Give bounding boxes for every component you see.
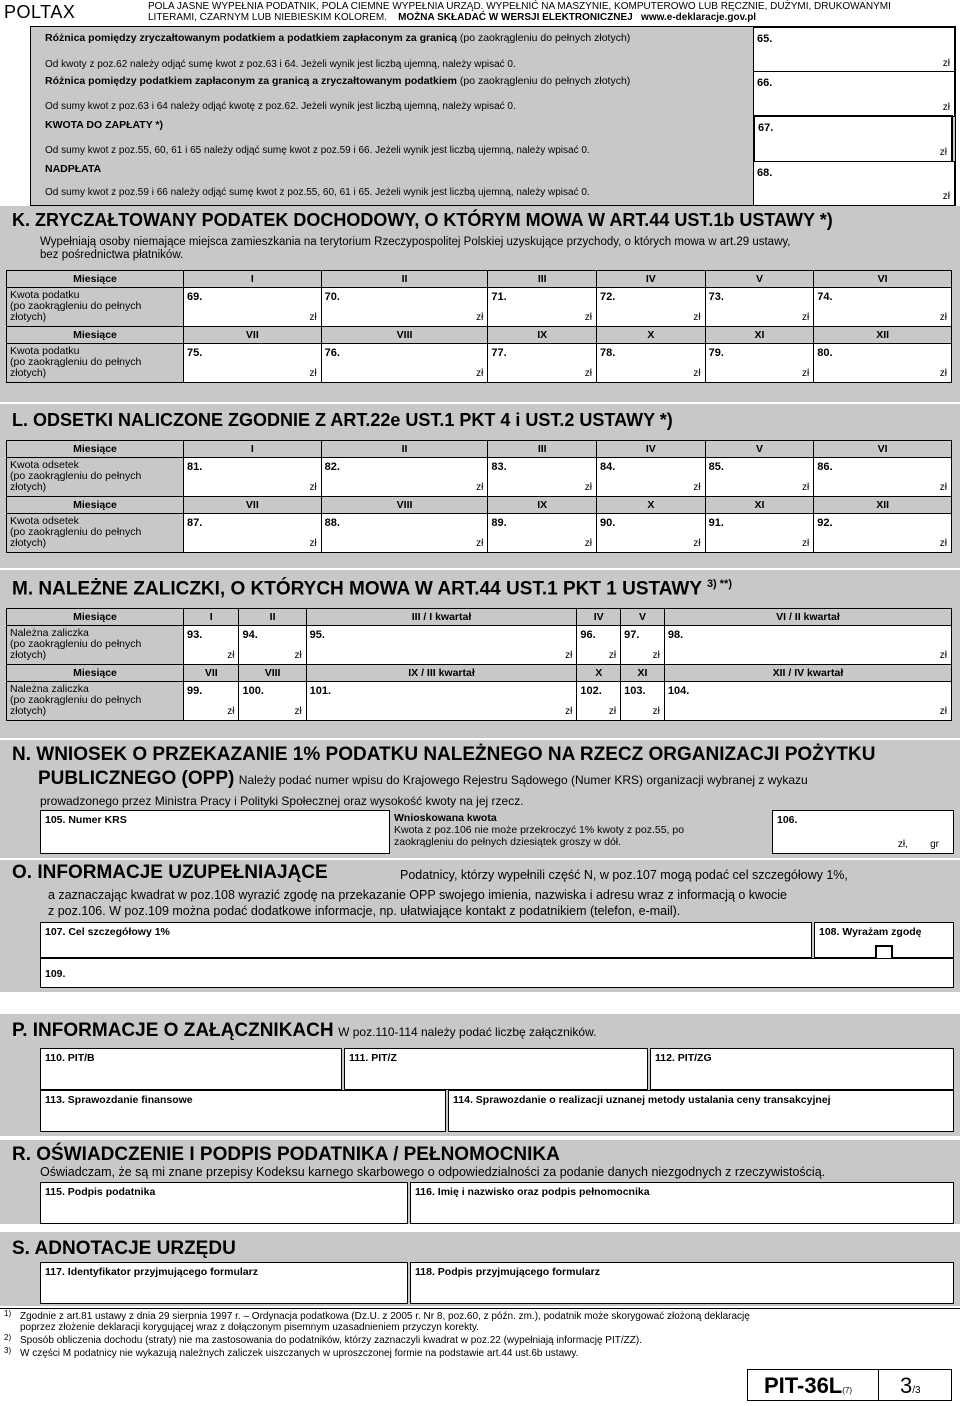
form-identifier: [747, 1369, 952, 1401]
footnote-divider: [0, 1308, 960, 1309]
field-85[interactable]: 85. zł: [705, 458, 814, 497]
field-93[interactable]: 93. zł: [184, 626, 239, 665]
krs-number-field[interactable]: 105. Numer KRS: [40, 810, 390, 854]
field-77[interactable]: 77. zł: [488, 344, 597, 383]
section-p-desc: W poz.110-114 należy podać liczbę załączników.: [338, 1025, 597, 1039]
month-label: III / I kwartał: [306, 609, 577, 626]
field-88[interactable]: 88. zł: [321, 514, 488, 553]
field-66-unit: zł: [942, 102, 950, 113]
field-95[interactable]: 95. zł: [306, 626, 577, 665]
amount-description: Wnioskowana kwota Kwota z poz.106 nie może przekroczyć 1% kwoty z poz.55, po zaokrągleniu do pełnych dziesiątek groszy w dół.: [394, 812, 685, 848]
section-o-title: O. INFORMACJE UZUPEŁNIAJĄCE: [12, 862, 328, 883]
header-line-1: POLA JASNE WYPEŁNIA PODATNIK, POLA CIEMNE WYPEŁNIA URZĄD. WYPEŁNIĆ NA MASZYNIE, KOMPUTEROWO LUB RĘCZNIE, DUŻYMI, DRUKOWANYMI: [148, 1, 891, 12]
month-label: X: [597, 497, 706, 514]
row68-title: NADPŁATA: [45, 163, 102, 175]
month-label: IV: [597, 441, 706, 458]
month-label: VI: [814, 271, 952, 288]
month-label: I: [184, 441, 322, 458]
month-label: VII: [184, 497, 322, 514]
field-90[interactable]: 90. zł: [597, 514, 706, 553]
field-113[interactable]: 113. Sprawozdanie finansowe: [40, 1090, 446, 1132]
field-100[interactable]: 100. zł: [239, 682, 306, 721]
field-89[interactable]: 89. zł: [488, 514, 597, 553]
row-label: Kwota odsetek (po zaokrągleniu do pełnych złotych): [7, 458, 184, 497]
section-n-title-2: PUBLICZNEGO (OPP): [38, 768, 235, 789]
field-107[interactable]: 107. Cel szczegółowy 1%: [40, 922, 812, 958]
footnotes: [4, 1311, 954, 1359]
field-116-proxy[interactable]: 116. Imię i nazwisko oraz podpis pełnomocnika: [410, 1182, 954, 1224]
footnote-1: 1) Zgodnie z art.81 ustawy z dnia 29 sierpnia 1997 r. – Ordynacja podatkowa (Dz.U. z 2005 r. Nr 8, poz.60, z późn. zm.), podatnik może skorygować złożoną deklarację: [4, 1309, 750, 1322]
months-header: Miesiące: [7, 665, 184, 682]
header-instructions: [148, 1, 948, 23]
month-label: VII: [184, 665, 239, 682]
field-67-unit: zł: [939, 147, 947, 158]
row67-title: KWOTA DO ZAPŁATY *): [45, 119, 164, 131]
months-header: Miesiące: [7, 327, 184, 344]
section-o-desc-1: Podatnicy, którzy wypełnili część N, w poz.107 mogą podać cel szczegółowy 1%,: [400, 868, 848, 882]
section-n-desc-1: Należy podać numer wpisu do Krajowego Rejestru Sądowego (Numer KRS) organizacji wybranej z wykazu: [238, 773, 808, 787]
field-115-signature[interactable]: 115. Podpis podatnika: [40, 1182, 408, 1224]
section-k-desc-1: Wypełniają osoby niemające miejsca zamieszkania na terytorium Rzeczypospolitej Polskiej uzyskujące przychody, o których mowa w art.29 ustawy,: [40, 236, 791, 248]
section-o-desc-2: a zaznaczając kwadrat w poz.108 wyrazić zgodę na przekazanie OPP swojego imienia, nazwiska i adresu wraz z informacją o kwocie: [48, 888, 788, 902]
section-o-desc-3: z poz.106. W poz.109 można podać dodatkowe informacje, np. ułatwiające kontakt z podatnikiem (telefon, e-mail).: [48, 904, 681, 918]
footnote-1-cont: poprzez złożenie deklaracji korygującej wraz z dołączonym pisemnym uzasadnieniem przyczyn korekty.: [20, 1322, 479, 1333]
month-label: II: [321, 271, 488, 288]
months-header: Miesiące: [7, 271, 184, 288]
field-118: 118. Podpis przyjmującego formularz: [410, 1262, 954, 1304]
field-72[interactable]: 72. zł: [597, 288, 706, 327]
section-r-desc: Oświadczam, że są mi znane przepisy Kodeksu karnego skarbowego o odpowiedzialności za podanie danych niezgodnych z rzeczywistością.: [40, 1165, 826, 1179]
field-111[interactable]: 111. PIT/Z: [344, 1048, 648, 1090]
month-label: III: [488, 271, 597, 288]
field-80[interactable]: 80. zł: [814, 344, 952, 383]
field-68[interactable]: [753, 161, 955, 206]
month-label: IX: [488, 327, 597, 344]
field-117: 117. Identyfikator przyjmującego formularz: [40, 1262, 408, 1304]
month-label: XI: [705, 497, 814, 514]
poltax-logo: POLTAX: [4, 2, 76, 22]
section-p-title: P. INFORMACJE O ZAŁĄCZNIKACH: [12, 1020, 334, 1041]
field-66[interactable]: [753, 71, 955, 117]
field-99[interactable]: 99. zł: [184, 682, 239, 721]
month-label: XI: [621, 665, 665, 682]
page-header: [0, 0, 960, 24]
section-r-title: R. OŚWIADCZENIE I PODPIS PODATNIKA / PEŁNOMOCNIKA: [12, 1144, 560, 1165]
month-label: V: [705, 271, 814, 288]
months-header: Miesiące: [7, 497, 184, 514]
month-label: VIII: [239, 665, 306, 682]
page-number: 3: [900, 1373, 913, 1398]
row-label: Należna zaliczka (po zaokrągleniu do pełnych złotych): [7, 626, 184, 665]
field-87[interactable]: 87. zł: [184, 514, 322, 553]
row-label: Kwota podatku (po zaokrągleniu do pełnych złotych): [7, 288, 184, 327]
section-m-table: [6, 608, 952, 721]
header-website: www.e-deklaracje.gov.pl: [641, 12, 757, 23]
section-m-title: M. NALEŻNE ZALICZKI, O KTÓRYCH MOWA W ART.44 UST.1 PKT 1 USTAWY $^{3) **)}$: [12, 578, 732, 600]
row65-title: Różnica pomiędzy zryczałtowanym podatkiem a podatkiem zapłaconym za granicą: [45, 32, 457, 44]
month-label: V: [705, 441, 814, 458]
month-label: XII / IV kwartał: [664, 665, 951, 682]
field-69[interactable]: 69. zł: [184, 288, 322, 327]
month-label: II: [321, 441, 488, 458]
field-110[interactable]: 110. PIT/B: [40, 1048, 342, 1090]
field-96[interactable]: 96. zł: [577, 626, 621, 665]
field-73[interactable]: 73. zł: [705, 288, 814, 327]
field-70[interactable]: 70. zł: [321, 288, 488, 327]
field-102[interactable]: 102. zł: [577, 682, 621, 721]
month-label: I: [184, 271, 322, 288]
month-label: VII: [184, 327, 322, 344]
field-67[interactable]: [753, 115, 953, 163]
field-79[interactable]: 79. zł: [705, 344, 814, 383]
months-header: Miesiące: [7, 441, 184, 458]
field-65-number: 65.: [757, 33, 773, 45]
header-electronic: MOŻNA SKŁADAĆ W WERSJI ELEKTRONICZNEJ: [398, 12, 633, 23]
field-98[interactable]: 98. zł: [664, 626, 951, 665]
months-header: Miesiące: [7, 609, 184, 626]
field-112[interactable]: 112. PIT/ZG: [650, 1048, 954, 1090]
month-label: IX: [488, 497, 597, 514]
row66-note: Od sumy kwot z poz.63 i 64 należy odjąć kwotę z poz.62. Jeżeli wynik jest liczbą ujemną, należy wpisać 0.: [45, 101, 516, 112]
month-label: IV: [577, 609, 621, 626]
field-71[interactable]: 71. zł: [488, 288, 597, 327]
row65-title-note: (po zaokrągleniu do pełnych złotych): [459, 32, 631, 44]
field-101[interactable]: 101. zł: [306, 682, 577, 721]
month-label: V: [621, 609, 665, 626]
field-109[interactable]: 109.: [40, 958, 954, 988]
row65-note: Od kwoty z poz.62 należy odjąć sumę kwot z poz.63 i 64. Jeżeli wynik jest liczbą ujemną, należy wpisać 0.: [45, 59, 516, 70]
field-76[interactable]: 76. zł: [321, 344, 488, 383]
month-label: XII: [814, 497, 952, 514]
section-l-title: L. ODSETKI NALICZONE ZGODNIE Z ART.22e UST.1 PKT 4 i UST.2 USTAWY *): [12, 410, 673, 430]
field-68-number: 68.: [757, 167, 773, 179]
field-106[interactable]: 106. zł, gr: [772, 810, 954, 854]
rows-65-68: [30, 26, 956, 206]
section-n-desc-2: prowadzonego przez Ministra Pracy i Polityki Społecznej oraz wysokość kwoty na jej rzecz.: [40, 794, 524, 808]
field-74[interactable]: 74. zł: [814, 288, 952, 327]
month-label: VI / II kwartał: [664, 609, 951, 626]
field-68-unit: zł: [942, 191, 950, 202]
month-label: IX / III kwartał: [306, 665, 577, 682]
month-label: III: [488, 441, 597, 458]
field-65-unit: zł: [942, 58, 950, 69]
field-84[interactable]: 84. zł: [597, 458, 706, 497]
field-66-number: 66.: [757, 77, 773, 89]
section-n-title-1: N. WNIOSEK O PRZEKAZANIE 1% PODATKU NALEŻNEGO NA RZECZ ORGANIZACJI POŻYTKU: [12, 744, 876, 765]
footnote-2: 2) Sposób obliczenia dochodu (straty) nie ma zastosowania do podatników, którzy zaznaczyli kwadrat w poz.22 (wypełniają informację PIT/ZZ).: [4, 1333, 642, 1346]
field-65[interactable]: [753, 27, 955, 73]
section-k-desc-2: bez pośrednictwa płatników.: [40, 249, 184, 261]
row67-note: Od sumy kwot z poz.55, 60, 61 i 65 należy odjąć sumę kwot z poz.59 i 66. Jeżeli wynik jest liczbą ujemną, należy wpisać 0.: [45, 145, 590, 156]
page-total: /3: [912, 1385, 921, 1396]
month-label: I: [184, 609, 239, 626]
month-label: IV: [597, 271, 706, 288]
row66-title: Różnica pomiędzy podatkiem zapłaconym za granicą a zryczałtowanym podatkiem: [45, 75, 457, 87]
row-label: Kwota odsetek (po zaokrągleniu do pełnych złotych): [7, 514, 184, 553]
field-91[interactable]: 91. zł: [705, 514, 814, 553]
section-l-table: [6, 440, 952, 553]
field-78[interactable]: 78. zł: [597, 344, 706, 383]
field-67-number: 67.: [758, 122, 774, 134]
row66-title-note: (po zaokrągleniu do pełnych złotych): [459, 75, 631, 87]
row-label: Należna zaliczka (po zaokrągleniu do pełnych złotych): [7, 682, 184, 721]
form-version: (7): [842, 1386, 853, 1395]
month-label: VIII: [321, 327, 488, 344]
field-82[interactable]: 82. zł: [321, 458, 488, 497]
month-label: XII: [814, 327, 952, 344]
field-103[interactable]: 103. zł: [621, 682, 665, 721]
row68-note: Od sumy kwot z poz.59 i 66 należy odjąć sumę kwot z poz.55, 60, 61 i 65. Jeżeli wynik jest liczbą ujemną, należy wpisać 0.: [45, 187, 590, 198]
footnote-3: 3) W części M podatnicy nie wykazują należnych zaliczek uiszczanych w uproszczonej formie na podstawie art.44 ust.6b ustawy.: [4, 1346, 579, 1359]
month-label: X: [577, 665, 621, 682]
month-label: VIII: [321, 497, 488, 514]
field-92[interactable]: 92. zł: [814, 514, 952, 553]
field-83[interactable]: 83. zł: [488, 458, 597, 497]
field-114[interactable]: 114. Sprawozdanie o realizacji uznanej metody ustalania ceny transakcyjnej: [448, 1090, 954, 1132]
header-line-2: LITERAMI, CZARNYM LUB NIEBIESKIM KOLOREM.: [148, 12, 387, 23]
month-label: II: [239, 609, 306, 626]
field-81[interactable]: 81. zł: [184, 458, 322, 497]
row-label: Kwota podatku (po zaokrągleniu do pełnych złotych): [7, 344, 184, 383]
form-code: PIT-36L: [764, 1373, 843, 1398]
field-94[interactable]: 94. zł: [239, 626, 306, 665]
section-s-title: S. ADNOTACJE URZĘDU: [12, 1238, 236, 1259]
month-label: X: [597, 327, 706, 344]
field-108[interactable]: 108. Wyrażam zgodę: [814, 922, 954, 958]
field-86[interactable]: 86. zł: [814, 458, 952, 497]
field-97[interactable]: 97. zł: [621, 626, 665, 665]
section-k-table: [6, 270, 952, 383]
section-k-title: K. ZRYCZAŁTOWANY PODATEK DOCHODOWY, O KTÓRYM MOWA W ART.44 UST.1b USTAWY *): [12, 210, 833, 230]
field-104[interactable]: 104. zł: [664, 682, 951, 721]
month-label: VI: [814, 441, 952, 458]
field-75[interactable]: 75. zł: [184, 344, 322, 383]
month-label: XI: [705, 327, 814, 344]
